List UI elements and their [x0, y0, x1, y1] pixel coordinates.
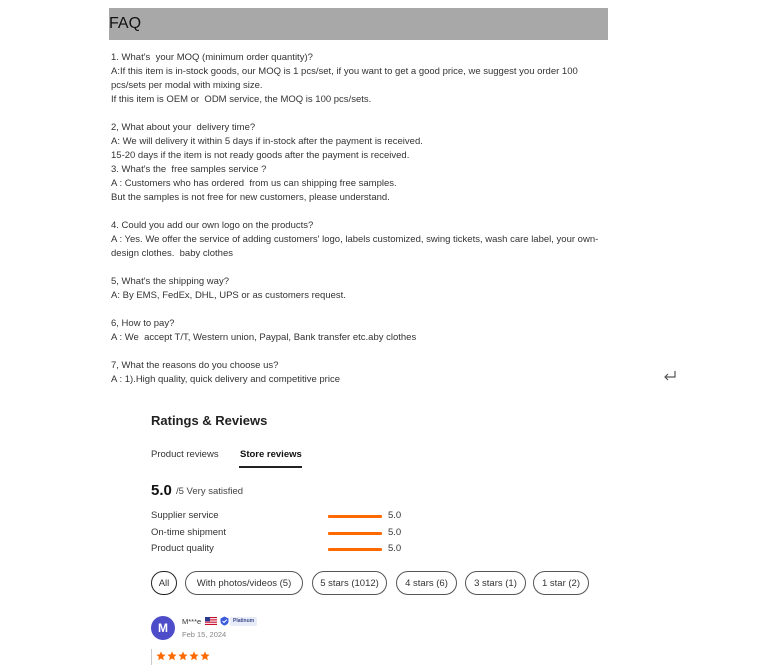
metric-value-on-time-shipment: 5.0	[388, 527, 402, 538]
metric-bar-supplier-service	[328, 515, 382, 518]
star-icon	[156, 651, 166, 661]
metric-value-supplier-service: 5.0	[388, 510, 402, 521]
faq-line: A : We accept T/T, Western union, Paypal, Bank transfer etc.aby clothes	[111, 332, 417, 343]
overall-score: 5.0	[151, 482, 172, 499]
star-icon	[167, 651, 177, 661]
metric-value-product-quality: 5.0	[388, 543, 402, 554]
metric-label-supplier-service: Supplier service	[151, 510, 219, 521]
metric-bar-on-time-shipment	[328, 532, 382, 535]
faq-line: A : 1).High quality, quick delivery and competitive price	[111, 374, 340, 385]
faq-title: FAQ	[109, 15, 142, 32]
faq-line: A : Customers who has ordered from us can shipping free samples.	[111, 178, 397, 189]
faq-line	[111, 261, 611, 275]
tab-product-reviews[interactable]: Product reviews	[151, 449, 219, 460]
filter-1-star[interactable]: 1 star (2)	[533, 571, 589, 595]
faq-line: 4. Could you add our own logo on the products?	[111, 220, 314, 231]
faq-line	[111, 205, 611, 219]
faq-line: But the samples is not free for new customers, please understand.	[111, 192, 390, 203]
faq-body	[111, 51, 611, 387]
metric-label-on-time-shipment: On-time shipment	[151, 527, 226, 538]
avatar: M	[151, 616, 175, 640]
faq-line: If this item is OEM or ODM service, the MOQ is 100 pcs/sets.	[111, 94, 372, 105]
active-tab-underline	[239, 466, 302, 468]
return-arrow-icon	[662, 369, 678, 383]
star-icon	[189, 651, 199, 661]
faq-line: 6, How to pay?	[111, 318, 175, 329]
faq-line: 2, What about your delivery time?	[111, 122, 256, 133]
faq-line: A:If this item is in-stock goods, our MOQ is 1 pcs/set, if you want to get a good price, we suggest you order 100 pcs/sets per modal with mixing size.	[111, 66, 581, 91]
faq-line: 1. What's your MOQ (minimum order quantity)?	[111, 52, 313, 63]
filter-all[interactable]: All	[151, 571, 177, 595]
faq-line: A: We will delivery it within 5 days if in-stock after the payment is received.	[111, 136, 423, 147]
faq-line: 5, What's the shipping way?	[111, 276, 229, 287]
star-icon	[200, 651, 210, 661]
verified-badge-icon	[220, 616, 229, 626]
us-flag-icon	[205, 617, 217, 625]
platinum-badge: Platinum	[230, 617, 257, 626]
review-date: Feb 15, 2024	[182, 630, 227, 639]
filter-4-stars[interactable]: 4 stars (6)	[396, 571, 457, 595]
filter-with-photos[interactable]: With photos/videos (5)	[185, 571, 303, 595]
faq-header-bar	[109, 8, 608, 40]
faq-line	[111, 345, 611, 359]
faq-line: A : Yes. We offer the service of adding customers' logo, labels customized, swing tickets, wash care label, your own-design clothes. baby clothes	[111, 234, 599, 259]
faq-line	[111, 303, 611, 317]
ratings-reviews-title: Ratings & Reviews	[151, 413, 268, 428]
metric-label-product-quality: Product quality	[151, 543, 214, 554]
review-rating-stars	[151, 649, 210, 665]
tab-store-reviews[interactable]: Store reviews	[240, 449, 302, 460]
faq-line: 7, What the reasons do you choose us?	[111, 360, 279, 371]
filter-5-stars[interactable]: 5 stars (1012)	[312, 571, 387, 595]
filter-3-stars[interactable]: 3 stars (1)	[465, 571, 526, 595]
score-suffix: /5 Very satisfied	[176, 486, 244, 497]
faq-line: A: By EMS, FedEx, DHL, UPS or as customers request.	[111, 290, 346, 301]
metric-bar-product-quality	[328, 548, 382, 551]
reviewer-name: M***e	[182, 617, 202, 626]
faq-line	[111, 107, 611, 121]
faq-line: 15-20 days if the item is not ready goods after the payment is received.	[111, 150, 410, 161]
star-icon	[178, 651, 188, 661]
faq-line: 3. What's the free samples service ?	[111, 164, 267, 175]
